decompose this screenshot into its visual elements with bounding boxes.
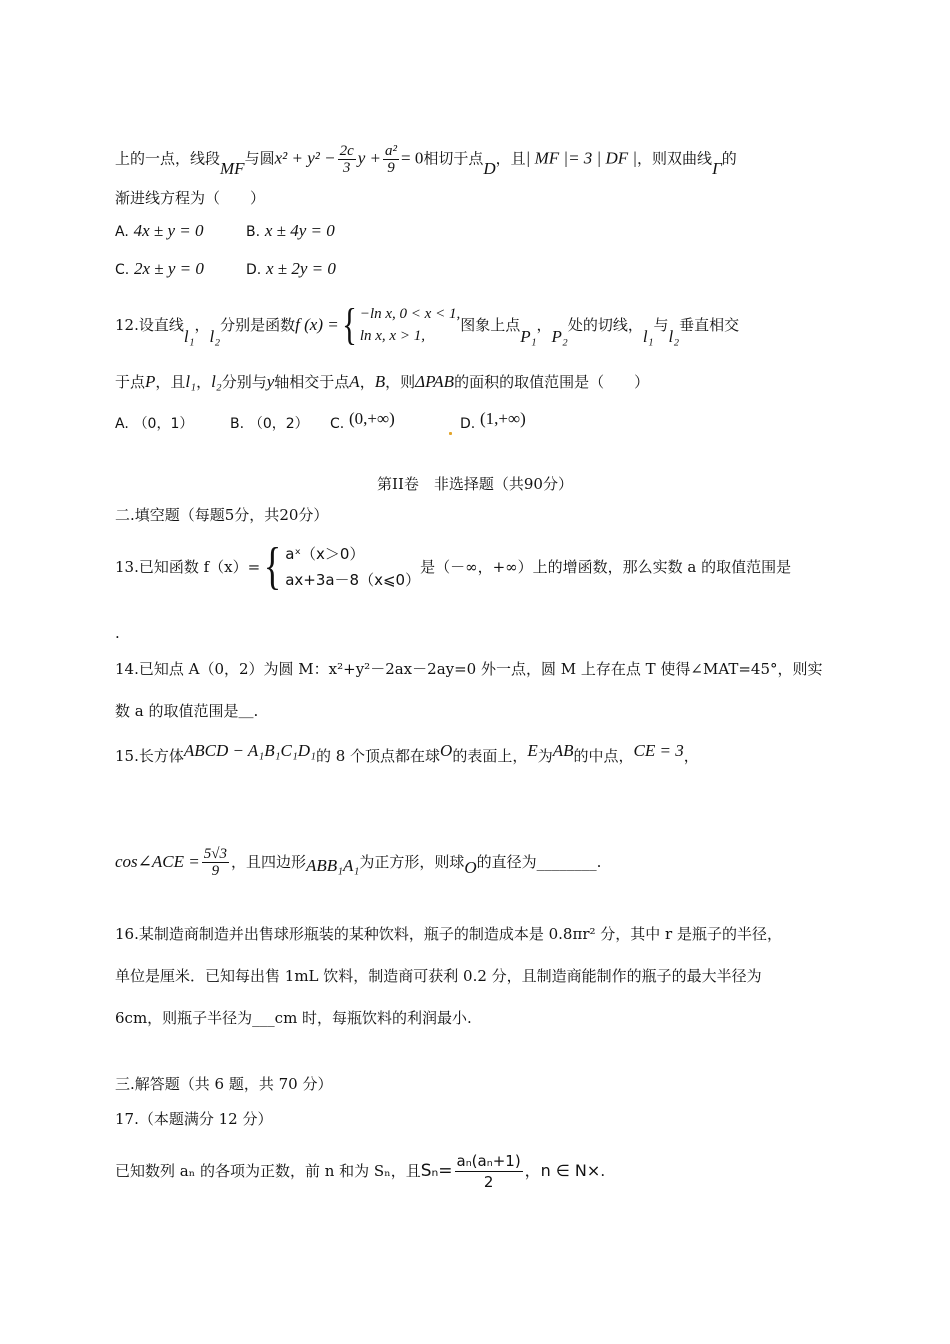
q16-line3: 6cm，则瓶子半径为___cm 时，每瓶饮料的利润最小. [115, 1009, 472, 1027]
section2-title: 第II卷 非选择题（共90分） [377, 475, 573, 493]
solve-section-title: 三.解答题（共 6 题，共 70 分） [115, 1075, 333, 1093]
q16-line1: 16.某制造商制造并出售球形瓶装的某种饮料，瓶子的制造成本是 0.8πr² 分，其中 r 是瓶子的半径， [115, 925, 782, 943]
fraction-5sqrt3-9: $\frac{5√3}{9}$ [203, 845, 227, 879]
q11-line1: 上的一点，线段MF与圆x² + y² − $\frac{2c}{3}$ y + $\frac{\text{a²}}{9}$ = 0相切于点D，且| MF |= 3 | DF |，则双曲线Γ的 [115, 143, 737, 178]
function-f: f (x) = [295, 315, 339, 334]
q11-option-a: A. 4x ± y = 0 [115, 221, 204, 240]
q15-line1: 15.长方体ABCD − A₁B₁C₁D₁的 8 个顶点都在球O的表面上，E为AB的中点，CE = 3， [115, 741, 699, 765]
point-d: D [483, 158, 496, 178]
condition-mf-df: | MF |= 3 | DF | [525, 148, 638, 168]
fill-section-title: 二.填空题（每题5分，共20分） [115, 506, 329, 524]
q17-statement: 已知数列 aₙ 的各项为正数，前 n 和为 Sₙ，且 Sₙ= $\frac{\text{aₙ(aₙ+1)}}{2}$ ，n ∈ N× . [115, 1151, 606, 1191]
q11-option-c: C. 2x ± y = 0 [115, 259, 204, 278]
q13-line: 13.已知函数 f（x）= { aˣ（x＞0） ax+3a－8（x⩽0） 是（－∞，+∞）上的增函数，那么实数 a 的取值范围是 [115, 538, 792, 595]
q12-option-d: D. (1,+∞) [460, 409, 526, 432]
fraction-2c-3: $\frac{2c}{3}$ [339, 143, 354, 176]
q11-option-d: D. x ± 2y = 0 [246, 259, 336, 278]
cuboid-name: ABCD − A₁B₁C₁D₁ [183, 741, 316, 760]
piecewise-ax: { aˣ（x＞0） ax+3a－8（x⩽0） [263, 538, 421, 595]
q12-option-c: C. (0,+∞) [330, 409, 395, 432]
q16-line2: 单位是厘米．已知每出售 1mL 饮料，制造商可获利 0.2 分，且制造商能制作的瓶子的最大半径为 [115, 967, 762, 985]
fraction-a2-9: $\frac{\text{a²}}{9}$ [385, 143, 398, 176]
q13-end: . [115, 624, 120, 642]
stray-dot [449, 432, 452, 435]
q12-line2: 于点P，且l₁，l₂分别与y轴相交于点A，B，则ΔPAB的面积的取值范围是（ ） [115, 372, 650, 391]
circle-eq-a: x² + y² − [274, 148, 336, 168]
segment-mf: MF [220, 158, 245, 178]
q15-line2: cos∠ACE = $\frac{5√3}{9}$ ，且四边形 ABB₁A₁ 为正方形，则球 O 的直径为________. [115, 845, 602, 879]
q12-option-a: A. （0，1） [115, 416, 194, 432]
hyperbola-gamma: Γ [712, 158, 722, 178]
q14-line2: 数 a 的取值范围是＿. [115, 702, 259, 720]
piecewise-ln: { −ln x, 0 < x < 1, ln x, x > 1, [341, 300, 461, 349]
q11-option-b: B. x ± 4y = 0 [246, 221, 335, 240]
q17-title: 17.（本题满分 12 分） [115, 1110, 273, 1128]
q11-line2: 渐进线方程为（ ） [115, 189, 266, 207]
q12-line1: 12.设直线 l₁ ， l₂ 分别是函数 f (x) = { −ln x, 0 < x < 1, ln x, x > 1, 图象上点 P₁ ， P₂ 处的切线， l₁ 与 l₂ 垂直相交 [115, 300, 740, 349]
q14-line1: 14.已知点 A（0，2）为圆 M：x²+y²－2ax－2ay=0 外一点，圆 M 上存在点 T 使得∠MAT=45°，则实 [115, 660, 823, 678]
q12-option-b: B. （0，2） [230, 416, 309, 432]
fraction-sn: $\frac{\text{aₙ(aₙ+1)}}{2}$ [456, 1151, 521, 1191]
